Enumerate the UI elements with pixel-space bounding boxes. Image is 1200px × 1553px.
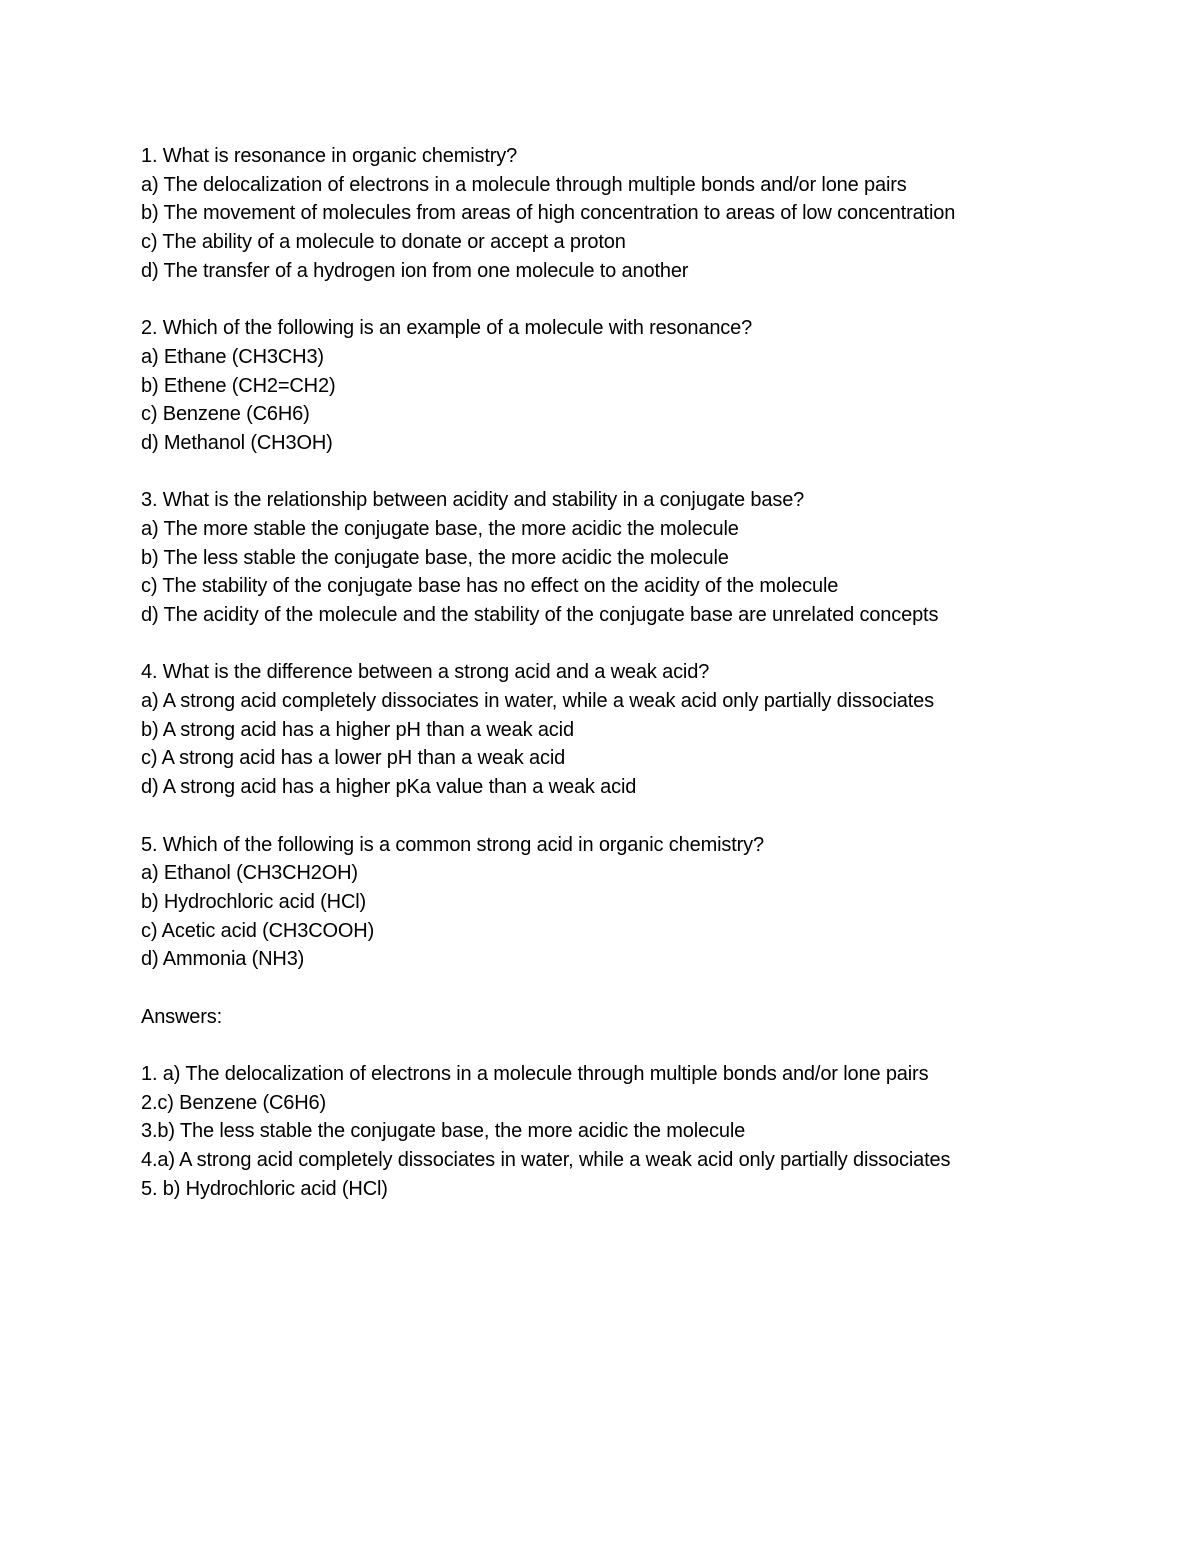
- question-text: 3. What is the relationship between acidity and stability in a conjugate base?: [141, 489, 805, 512]
- question-2: [141, 314, 1141, 457]
- question-5: [141, 831, 1141, 974]
- document-content: [141, 142, 1141, 1203]
- option-b: b) A strong acid has a higher pH than a weak acid: [141, 718, 574, 741]
- answer-item: 1. a) The delocalization of electrons in a molecule through multiple bonds and/or lone pairs: [141, 1063, 929, 1085]
- option-a: a) A strong acid completely dissociates in water, while a weak acid only partially dissociates: [141, 690, 934, 713]
- question-text: 4. What is the difference between a strong acid and a weak acid?: [141, 661, 710, 684]
- option-c: c) Acetic acid (CH3COOH): [141, 919, 375, 942]
- question-text: 5. Which of the following is a common strong acid in organic chemistry?: [141, 833, 764, 856]
- option-c: c) A strong acid has a lower pH than a weak acid: [141, 747, 566, 770]
- option-b: b) Ethene (CH2=CH2): [141, 374, 336, 397]
- option-d: d) The transfer of a hydrogen ion from one molecule to another: [141, 259, 689, 282]
- option-b: b) The movement of molecules from areas of high concentration to areas of low concentration: [141, 202, 956, 225]
- answers-heading: Answers:: [141, 1005, 223, 1028]
- option-a: a) Ethanol (CH3CH2OH): [141, 862, 358, 885]
- option-b: b) The less stable the conjugate base, the more acidic the molecule: [141, 546, 729, 569]
- answer-list: [141, 1060, 1141, 1203]
- option-c: c) Benzene (C6H6): [141, 403, 310, 426]
- option-c: c) The ability of a molecule to donate or accept a proton: [141, 231, 626, 254]
- option-d: d) Ammonia (NH3): [141, 948, 305, 971]
- option-a: a) Ethane (CH3CH3): [141, 345, 324, 368]
- option-a: a) The delocalization of electrons in a molecule through multiple bonds and/or lone pairs: [141, 173, 907, 196]
- answer-item: 4.a) A strong acid completely dissociates in water, while a weak acid only partially dissociates: [141, 1149, 951, 1172]
- option-a: a) The more stable the conjugate base, the more acidic the molecule: [141, 517, 739, 540]
- question-1: [141, 142, 1141, 285]
- option-c: c) The stability of the conjugate base has no effect on the acidity of the molecule: [141, 575, 839, 598]
- option-b: b) Hydrochloric acid (HCl): [141, 890, 367, 913]
- option-d: d) The acidity of the molecule and the stability of the conjugate base are unrelated concepts: [141, 604, 939, 626]
- question-4: [141, 658, 1141, 801]
- question-text: 1. What is resonance in organic chemistry?: [141, 145, 518, 167]
- answer-item: 2.c) Benzene (C6H6): [141, 1091, 327, 1114]
- option-d: d) A strong acid has a higher pKa value than a weak acid: [141, 776, 637, 799]
- answer-item: 3.b) The less stable the conjugate base, the more acidic the molecule: [141, 1120, 746, 1143]
- question-text: 2. Which of the following is an example of a molecule with resonance?: [141, 317, 753, 340]
- question-3: [141, 486, 1141, 629]
- option-d: d) Methanol (CH3OH): [141, 431, 333, 454]
- answer-item: 5. b) Hydrochloric acid (HCl): [141, 1177, 388, 1200]
